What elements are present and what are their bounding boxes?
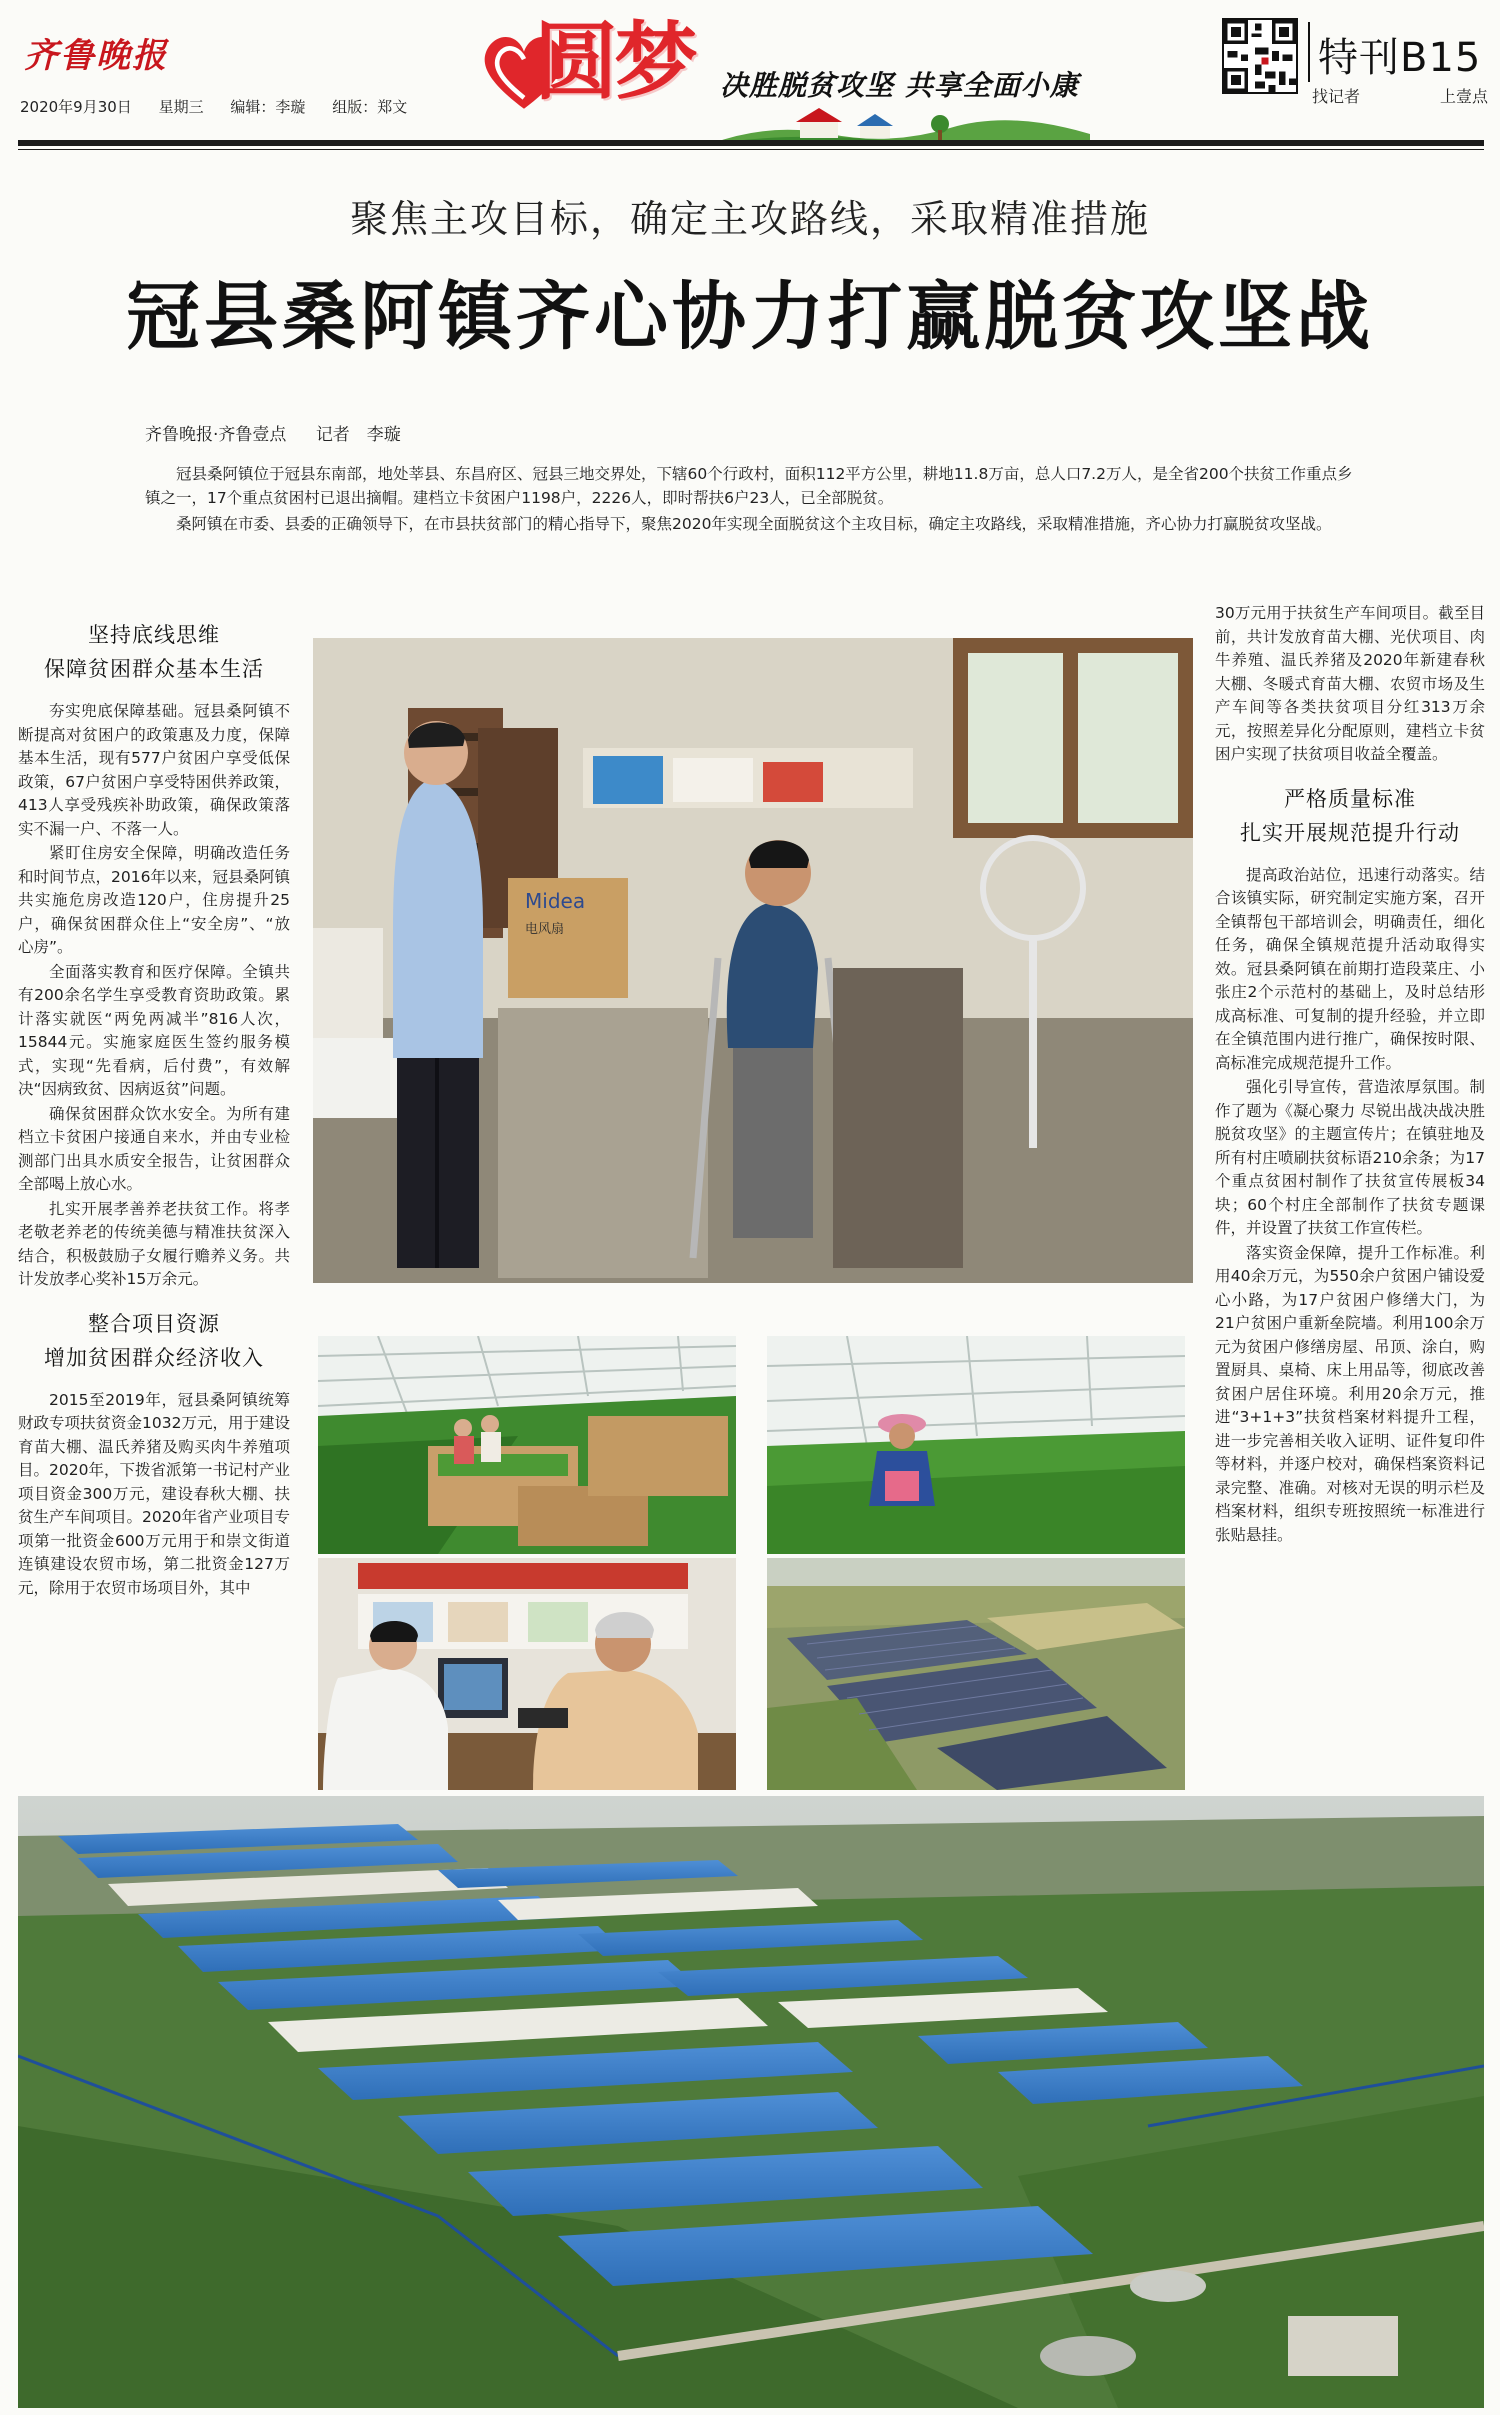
body-paragraph: 提高政治站位，迅速行动落实。结合该镇实际，研究制定实施方案，召开全镇帮包干部培训会，明确责任，细化任务，确保全镇规范提升活动取得实效。冠县桑阿镇在前期打造段菜庄、小张庄2个示范村的基础上，及时总结形成高标准、可复制的提升经验，并立即在全镇范围内进行推广，确保按时限、高标准完成规范提升工作。 (1215, 865, 1485, 1072)
designer-credit: 组版：郑文 (332, 98, 408, 116)
byline-reporter: 记者 李璇 (315, 425, 401, 445)
issue-weekday: 星期三 (158, 98, 204, 116)
photo-doctor-visit (318, 1558, 736, 1790)
body-paragraph: 全面落实教育和医疗保障。全镇共有200余名学生享受教育资助政策。累计落实就医“两免两减半”816人次，15844元。实施家庭医生签约服务模式，实现“先看病，后付费”，有效解决“因病致贫、因病返贫”问题。 (18, 962, 290, 1098)
issue-meta (20, 96, 429, 117)
photo-home-visit (313, 638, 1193, 1283)
body-paragraph: 扎实开展孝善养老扶贫工作。将孝老敬老养老的传统美德与精准扶贫深入结合，积极鼓励子女履行赡养义务。共计发放孝心奖补15万余元。 (18, 1199, 290, 1288)
right-column (1215, 602, 1485, 1548)
photo-greenhouse-worker (767, 1336, 1185, 1554)
qr-code[interactable] (1222, 18, 1298, 94)
section-title: 保障贫困群众基本生活 (44, 657, 264, 681)
body-paragraph: 落实资金保障，提升工作标准。利用40余万元，为550余户贫困户铺设爱心小路，为17户贫困户修缮大门，为21户贫困户重新垒院墙。利用100余万元为贫困户修缮房屋、吊顶、涂白，购置厨具、桌椅、床上用品等，彻底改善贫困户居住环境。利用20余万元，推进“3+1+3”扶贫档案材料提升工程，进一步完善相关收入证明、证件复印件等材料，并逐户校对，确保档案资料记录完整、准确。对核对无误的明示栏及档案材料，组织专班按照统一标准进行张贴悬挂。 (1215, 1243, 1485, 1544)
body-paragraph: 2015至2019年，冠县桑阿镇统筹财政专项扶贫资金1032万元，用于建设育苗大棚、温氏养猪及购买肉牛养殖项目。2020年，下拨省派第一书记村产业项目资金300万元，建设春秋大棚、扶贫生产车间项目。2020年省产业项目专项第一批资金600万元用于和崇文街道连镇建设农贸市场，第二批资金127万元，除用于农贸市场项目外，其中 (18, 1390, 290, 1597)
editor-credit: 编辑：李璇 (230, 98, 306, 116)
section-title: 坚持底线思维 (88, 623, 220, 647)
issue-date: 2020年9月30日 (20, 98, 132, 116)
contact-app: 上壹点 (1439, 87, 1488, 106)
photo-aerial-barns (18, 1796, 1484, 2408)
section-title: 增加贫困群众经济收入 (44, 1345, 264, 1370)
body-paragraph: 确保贫困群众饮水安全。为所有建档立卡贫困户接通自来水，并由专业检测部门出具水质安全报告，让贫困群众全部喝上放心水。 (18, 1104, 290, 1193)
masthead (0, 0, 1500, 145)
section-title: 扎实开展规范提升行动 (1240, 820, 1460, 845)
section-divider (1308, 22, 1310, 82)
body-paragraph: 30万元用于扶贫生产车间项目。截至目前，共计发放育苗大棚、光伏项目、肉牛养殖、温氏养猪及2020年新建春秋大棚、冬暖式育苗大棚、农贸市场及生产车间等各类扶贫项目分红313万余元，按照差异化分配原则，建档立卡贫困户实现了扶贫项目收益全覆盖。 (1215, 604, 1485, 763)
header-rule-thin (18, 149, 1484, 150)
lead-paragraph: 冠县桑阿镇位于冠县东南部，地处莘县、东昌府区、冠县三地交界处，下辖60个行政村，面积112平方公里，耕地11.8万亩，总人口7.2万人，是全省200个扶贫工作重点乡镇之一，17个重点贫困村已退出摘帽。建档立卡贫困户1198户，2226人，即时帮扶6户23人，已全部脱贫。 (145, 465, 1353, 507)
article-headline: 冠县桑阿镇齐心协力打赢脱贫攻坚战 (126, 274, 1374, 360)
lead-paragraph: 桑阿镇在市委、县委的正确领导下，在市县扶贫部门的精心指导下，聚焦2020年实现全面脱贫这个主攻目标，确定主攻路线，采取精准措施，齐心协力打赢脱贫攻坚战。 (176, 515, 1332, 533)
photo-greenhouse-seedlings (318, 1336, 736, 1554)
section-label: 特刊B15 (1318, 35, 1482, 81)
section-title: 严格质量标准 (1284, 786, 1416, 811)
section-title: 整合项目资源 (88, 1311, 220, 1336)
box-brand: Midea (525, 889, 586, 913)
body-paragraph: 强化引导宣传，营造浓厚氛围。制作了题为《凝心聚力 尽锐出战决战决胜脱贫攻坚》的主题宣传片；在镇驻地及所有村庄喷刷扶贫标语210余条；为17个重点贫困村制作了扶贫宣传展板34块；60个村庄全部制作了扶贫专题课件，并设置了扶贫工作宣传栏。 (1215, 1078, 1485, 1237)
village-illustration (710, 104, 1090, 144)
contact-reporter: 找记者 (1312, 87, 1361, 106)
byline (145, 420, 425, 445)
box-label: 电风扇 (525, 922, 565, 937)
article-lead (145, 462, 1355, 538)
body-paragraph: 夯实兜底保障基础。冠县桑阿镇不断提高对贫困户的政策惠及力度，保障基本生活，现有577户贫困户享受低保政策，67户贫困户享受特困供养政策，413人享受残疾补助政策，确保政策落实不漏一户、不落一人。 (18, 702, 290, 838)
header-rule (18, 140, 1484, 146)
special-edition-logo (470, 8, 1090, 136)
contact-line (1312, 84, 1488, 107)
body-paragraph: 紧盯住房安全保障，明确改造任务和时间节点，2016年以来，冠县桑阿镇共实施危房改造120户，住房提升25户，确保贫困群众住上“安全房”、“放心房”。 (18, 844, 290, 956)
article-subhead: 聚焦主攻目标，确定主攻路线，采取精准措施 (349, 197, 1150, 241)
logo-title: 圆梦 (534, 12, 695, 111)
byline-source: 齐鲁晚报·齐鲁壹点 (145, 425, 287, 445)
newspaper-logo: 齐鲁晚报 (24, 36, 168, 76)
left-column (18, 618, 290, 1601)
slogan: 决胜脱贫攻坚 共享全面小康 (720, 69, 1079, 102)
photo-aerial-fields (767, 1558, 1185, 1790)
